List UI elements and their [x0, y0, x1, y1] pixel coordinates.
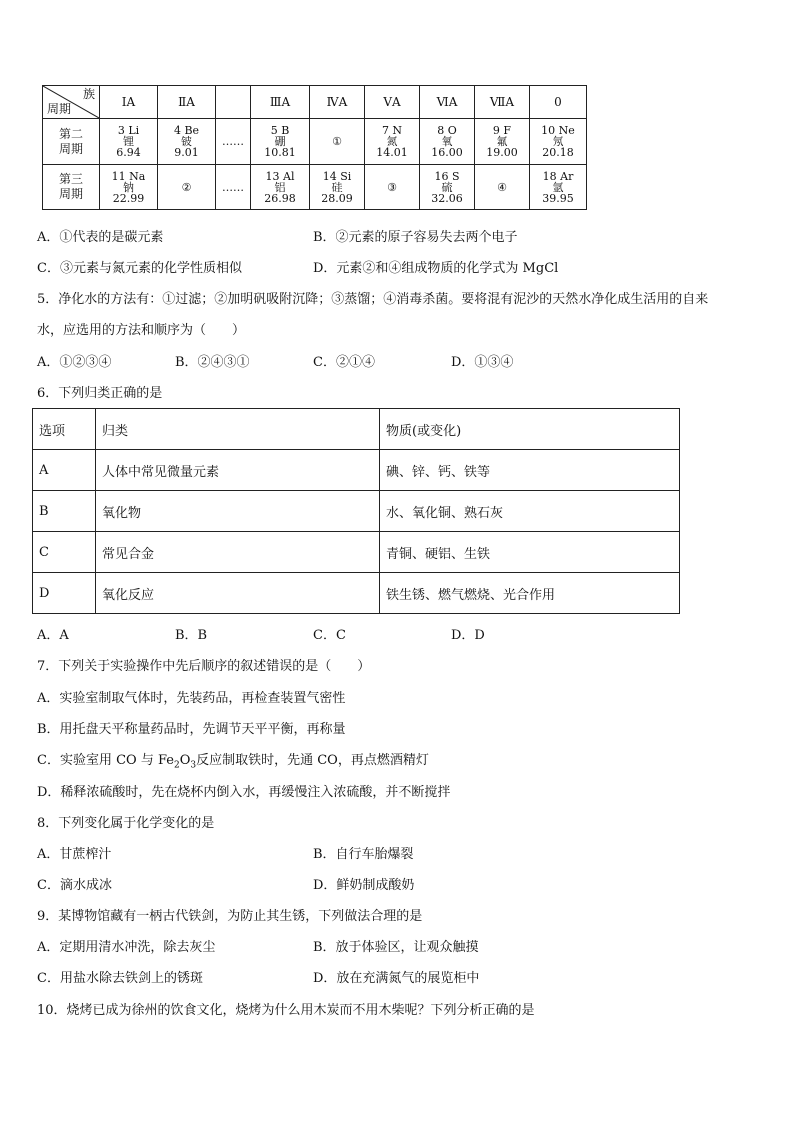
- ellipsis-cell: ……: [216, 119, 251, 165]
- q6-option-b: B．B: [175, 628, 208, 643]
- group-header: ⅡA: [158, 86, 216, 119]
- element-number: 18 Ar: [542, 169, 574, 183]
- element-name: 硼: [274, 135, 286, 148]
- element-cell: [530, 119, 587, 165]
- q7-option-c: [37, 754, 429, 771]
- element-mass: 32.06: [431, 191, 463, 205]
- element-number: 11 Na: [111, 169, 146, 183]
- element-cell: [100, 165, 158, 210]
- element-marker-4: ④: [475, 165, 530, 210]
- q8-option-b: B．自行车胎爆裂: [313, 847, 414, 862]
- element-number: 5 B: [270, 124, 290, 137]
- element-cell: [100, 119, 158, 165]
- group-header: [216, 86, 251, 119]
- q4-option-b: B．②元素的原子容易失去两个电子: [313, 230, 518, 245]
- q7-option-a: A．实验室制取气体时，先装药品，再检查装置气密性: [37, 691, 346, 706]
- table-row: [33, 491, 680, 532]
- element-mass: 10.81: [264, 146, 296, 159]
- element-number: 9 F: [492, 124, 512, 137]
- element-number: 13 Al: [265, 169, 295, 183]
- element-number: 10 Ne: [541, 124, 575, 137]
- element-mass: 16.00: [431, 146, 463, 159]
- row-substance: 铁生锈、燃气燃烧、光合作用: [380, 573, 680, 614]
- row-category: 氧化物: [96, 491, 380, 532]
- q10-stem: 10．烧烤已成为徐州的饮食文化，烧烤为什么用木炭而不用木柴呢？下列分析正确的是: [37, 1003, 535, 1018]
- element-name: 氟: [496, 135, 508, 148]
- q8-option-c: C．滴水成冰: [37, 878, 112, 893]
- element-mass: 19.00: [486, 146, 518, 159]
- period-label: [43, 119, 100, 165]
- element-name: 氮: [386, 135, 398, 148]
- group-header: 0: [530, 86, 587, 119]
- q8-option-a: A．甘蔗榨汁: [37, 847, 112, 862]
- group-header: ⅦA: [475, 86, 530, 119]
- table-row: [33, 532, 680, 573]
- row-substance: 水、氧化铜、熟石灰: [380, 491, 680, 532]
- q7-option-c-sub1: 2: [173, 760, 180, 771]
- element-marker-3: ③: [365, 165, 420, 210]
- element-name: 铍: [181, 135, 192, 148]
- q9-option-b: B．放于体验区，让观众触摸: [313, 940, 479, 955]
- element-mass: 28.09: [321, 191, 353, 205]
- element-number: 16 S: [434, 169, 460, 183]
- row-substance: 碘、锌、钙、铁等: [380, 450, 680, 491]
- element-marker-1: ①: [310, 119, 365, 165]
- q6-stem: 6．下列归类正确的是: [37, 386, 163, 401]
- row-option: D: [33, 573, 96, 614]
- q5-option-d: D．①③④: [451, 355, 514, 370]
- q8-option-d: D．鲜奶制成酸奶: [313, 878, 415, 893]
- table-row: [33, 450, 680, 491]
- q7-option-c-pre: C．实验室用 CO 与 Fe: [37, 753, 174, 768]
- element-number: 7 N: [381, 124, 403, 137]
- q9-option-c: C．用盐水除去铁剑上的锈斑: [37, 971, 203, 986]
- q9-stem: 9．某博物馆藏有一柄古代铁剑，为防止其生锈，下列做法合理的是: [37, 909, 423, 924]
- element-name: 氖: [552, 135, 564, 148]
- element-name: 硫: [441, 180, 453, 194]
- row-option: C: [33, 532, 96, 573]
- element-name: 锂: [123, 135, 134, 148]
- element-name: 铝: [274, 180, 286, 194]
- q7-option-c-sub2: 3: [190, 760, 197, 771]
- element-number: 3 Li: [117, 124, 140, 137]
- element-name: 氧: [441, 135, 453, 148]
- q5-stem-line1: 5．净化水的方法有：①过滤；②加明矾吸附沉降；③蒸馏；④消毒杀菌。要将混有泥沙的天然水净化成生活用的自来: [37, 292, 709, 307]
- group-header: ⅠA: [100, 86, 158, 119]
- element-mass: 39.95: [542, 191, 574, 205]
- period-label-text: 第三 周期: [58, 172, 83, 201]
- group-header: ⅣA: [310, 86, 365, 119]
- element-name: 硅: [331, 180, 343, 194]
- element-mass: 6.94: [116, 146, 141, 159]
- q7-option-b: B．用托盘天平称量药品时，先调节天平平衡，再称量: [37, 722, 346, 737]
- element-mass: 22.99: [112, 191, 145, 205]
- header-option: 选项: [33, 409, 96, 450]
- row-option: A: [33, 450, 96, 491]
- element-cell: [420, 165, 475, 210]
- element-cell: [310, 165, 365, 210]
- q5-option-c: C．②①④: [313, 355, 375, 370]
- group-header: ⅤA: [365, 86, 420, 119]
- q6-option-a: A．A: [37, 628, 69, 643]
- element-cell: [251, 165, 310, 210]
- row-option: B: [33, 491, 96, 532]
- period-label-text: 第二 周期: [58, 126, 83, 156]
- element-number: 8 O: [437, 124, 457, 137]
- q7-option-d: D．稀释浓硫酸时，先在烧杯内倒入水，再缓慢注入浓硫酸，并不断搅拌: [37, 785, 451, 800]
- element-marker-2: ②: [158, 165, 216, 210]
- header-substance: 物质(或变化): [380, 409, 680, 450]
- group-header: ⅢA: [251, 86, 310, 119]
- q4-option-c: C．③元素与氮元素的化学性质相似: [37, 261, 242, 276]
- element-number: 14 Si: [322, 169, 352, 183]
- q4-option-d: D．元素②和④组成物质的化学式为 MgCl: [313, 261, 559, 276]
- q9-option-d: D．放在充满氮气的展览柜中: [313, 971, 480, 986]
- q6-option-c: C．C: [313, 628, 346, 643]
- header-category: 归类: [96, 409, 380, 450]
- element-mass: 9.01: [174, 146, 199, 159]
- corner-group-label: 族: [82, 87, 95, 101]
- element-mass: 14.01: [376, 146, 408, 159]
- table-row: [33, 573, 680, 614]
- element-cell: [158, 119, 216, 165]
- element-cell: [475, 119, 530, 165]
- group-header: ⅥA: [420, 86, 475, 119]
- row-category: 氧化反应: [96, 573, 380, 614]
- row-category: 人体中常见微量元素: [96, 450, 380, 491]
- q7-stem: 7．下列关于实验操作中先后顺序的叙述错误的是（ ）: [37, 659, 371, 674]
- row-substance: 青铜、硬铝、生铁: [380, 532, 680, 573]
- period-row-3: [43, 165, 587, 210]
- element-number: 4 Be: [173, 124, 200, 137]
- element-cell: [251, 119, 310, 165]
- ellipsis-cell: ……: [216, 165, 251, 210]
- q5-option-a: A．①②③④: [37, 355, 112, 370]
- element-cell: [420, 119, 475, 165]
- element-name: 氩: [552, 180, 564, 194]
- element-cell: [365, 119, 420, 165]
- q4-option-a: A．①代表的是碳元素: [37, 230, 164, 245]
- q8-stem: 8．下列变化属于化学变化的是: [37, 816, 215, 831]
- table-header-row: [33, 409, 680, 450]
- element-cell: [530, 165, 587, 210]
- q5-stem-line2: 水，应选用的方法和顺序为（ ）: [37, 323, 246, 338]
- q7-option-c-post: 反应制取铁时，先通 CO，再点燃酒精灯: [196, 753, 429, 768]
- element-mass: 26.98: [264, 191, 296, 205]
- table-corner: [43, 86, 100, 119]
- periodic-table: [42, 85, 587, 210]
- corner-period-label: 周期: [47, 102, 72, 116]
- q5-option-b: B．②④③①: [175, 355, 250, 370]
- q7-option-c-mid: O: [179, 753, 191, 768]
- q9-option-a: A．定期用清水冲洗，除去灰尘: [37, 940, 216, 955]
- period-label: [43, 165, 100, 210]
- element-name: 钠: [123, 180, 134, 194]
- q6-option-d: D．D: [451, 628, 485, 643]
- element-mass: 20.18: [542, 146, 574, 159]
- row-category: 常见合金: [96, 532, 380, 573]
- period-row-2: [43, 119, 587, 165]
- q6-classification-table: [32, 408, 680, 614]
